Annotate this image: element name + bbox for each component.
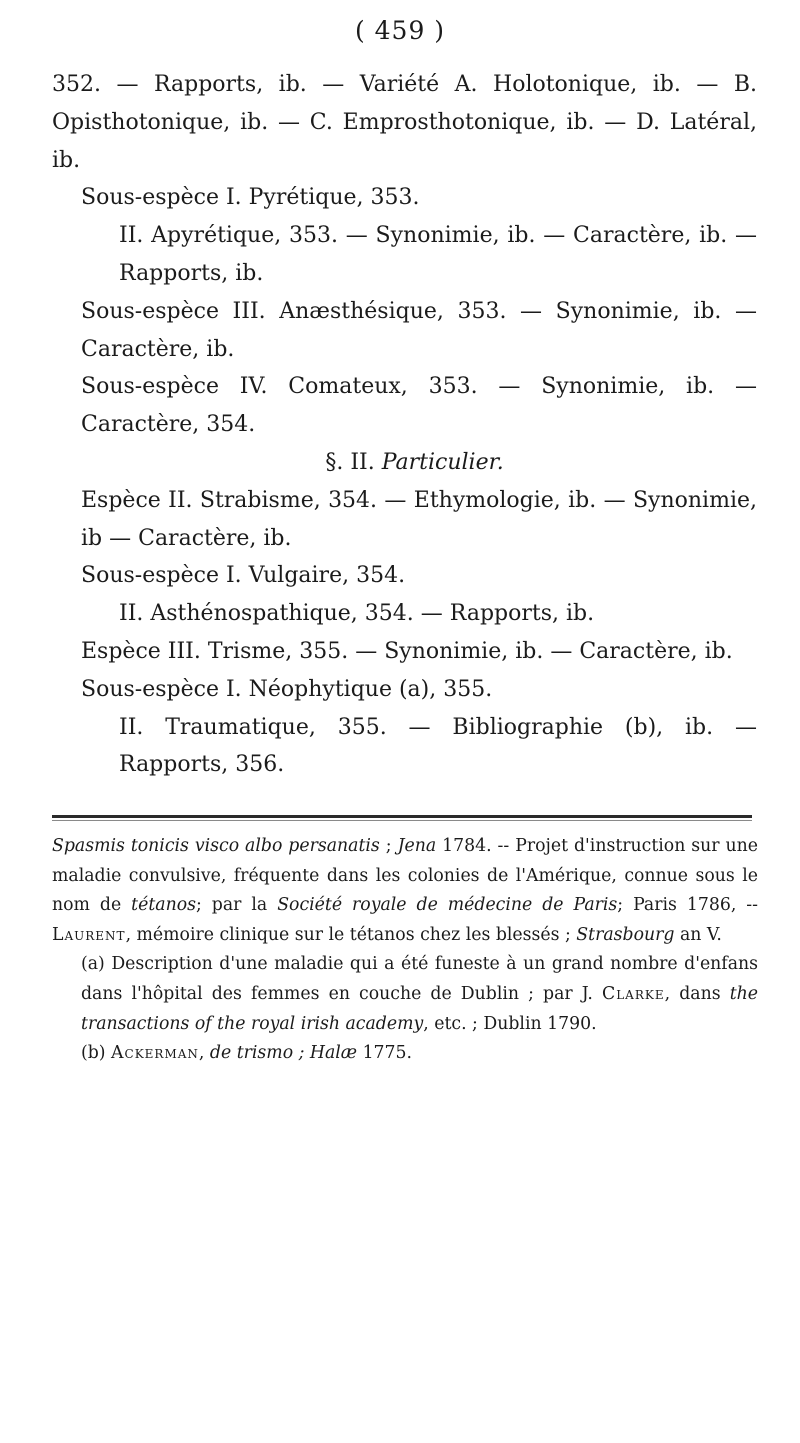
fn1-tetanos: tétanos (131, 895, 196, 916)
fnb-year: 1775. (362, 1043, 413, 1064)
fn1-societe: Société royale de médecine de Paris (277, 895, 618, 916)
fn1-text1: 1784. -- Projet d'instruction sur une maladie convulsive, fréquente dans les colonies de l'Amérique, connue sous le nom de (52, 836, 758, 916)
footnotes (52, 832, 758, 1069)
footnote-a (52, 950, 758, 1039)
fn1-place: Jena (397, 836, 437, 856)
section-sign: §. (325, 449, 344, 475)
entry-espece-3: Espèce III. Trisme, 355. — Synonimie, ib. — Caractère, ib. (81, 638, 733, 664)
footnote-rule-thin (52, 820, 752, 821)
fna-label: (a) (81, 954, 105, 975)
fn1-author: Laurent (52, 924, 126, 945)
fn1-text3: ; Paris 1786, -- (617, 895, 758, 916)
fn1-city: Strasbourg (576, 924, 675, 945)
entry-apyretique: II. Apyrétique, 353. — Synonimie, ib. — Caractère, ib. — Rapports, ib. (119, 223, 757, 286)
section-number: II. (350, 449, 375, 475)
entry-sous-espece-1: Sous-espèce I. Pyrétique, 353. (81, 185, 420, 211)
fna-text2: , dans (664, 983, 721, 1004)
fn1-text4: , mémoire clinique sur le tétanos chez les blessés ; (125, 924, 571, 945)
fna-text3: , etc. ; Dublin 1790. (423, 1013, 597, 1034)
section-title: Particulier. (381, 449, 504, 475)
entry-neophytique: Sous-espèce I. Néophytique (a), 355. (81, 676, 493, 702)
main-text (52, 66, 757, 784)
fnb-label: (b) (81, 1043, 106, 1064)
footnote-b (52, 1039, 758, 1069)
fnb-text1: , (198, 1043, 205, 1064)
entry-sous-espece-3: Sous-espèce III. Anæsthésique, 353. — Synonimie, ib. — Caractère, ib. (81, 298, 757, 362)
fna-text1: Description d'une maladie qui a été funeste à un grand nombre d'enfans dans l'hôpital des femmes en couche de Dublin ; par J. (81, 954, 759, 1004)
entry-vulgaire: Sous-espèce I. Vulgaire, 354. (81, 563, 406, 589)
fn1-text5: an V. (679, 924, 722, 945)
fna-author: Clarke (601, 983, 665, 1004)
footnote-bibliography: Spasmis tonicis visco albo persanatis ; Jena 1784. -- Projet d'instruction sur une maladie convulsive, fréquente dans les colonies de l'Amérique, connue sous le nom de tétanos; par la Société royale de médecine de Paris; Paris 1786, -- Laurent, mémoire clinique sur le tétanos chez les blessés ; Strasbourg an V. (52, 836, 758, 945)
entry-352: 352. — Rapports, ib. — Variété A. Holotonique, ib. — B. Opisthotonique, ib. — C. Emprosthotonique, ib. — D. Latéral, ib. (52, 72, 757, 173)
page-number: ( 459 ) (354, 16, 446, 45)
fn1-title: Spasmis tonicis visco albo persanatis (52, 836, 380, 856)
entry-asthenospathique: II. Asthénospathique, 354. — Rapports, ib. (119, 601, 595, 627)
entry-espece-2: Espèce II. Strabisme, 354. — Ethymologie, ib. — Synonimie, ib — Caractère, ib. (81, 487, 757, 551)
fna-journal: the transactions of the royal irish academy (81, 983, 758, 1034)
fnb-title: de trismo ; Halæ (209, 1043, 358, 1064)
section-heading (52, 444, 757, 482)
fn1-text2: ; par la (196, 895, 268, 916)
entry-traumatique: II. Traumatique, 355. — Bibliographie (b), ib. — Rapports, 356. (119, 714, 757, 778)
fnb-author: Ackerman (111, 1043, 199, 1064)
footnote-rule (52, 815, 752, 818)
entry-sous-espece-4: Sous-espèce IV. Comateux, 353. — Synonimie, ib. — Caractère, 354. (81, 374, 757, 438)
